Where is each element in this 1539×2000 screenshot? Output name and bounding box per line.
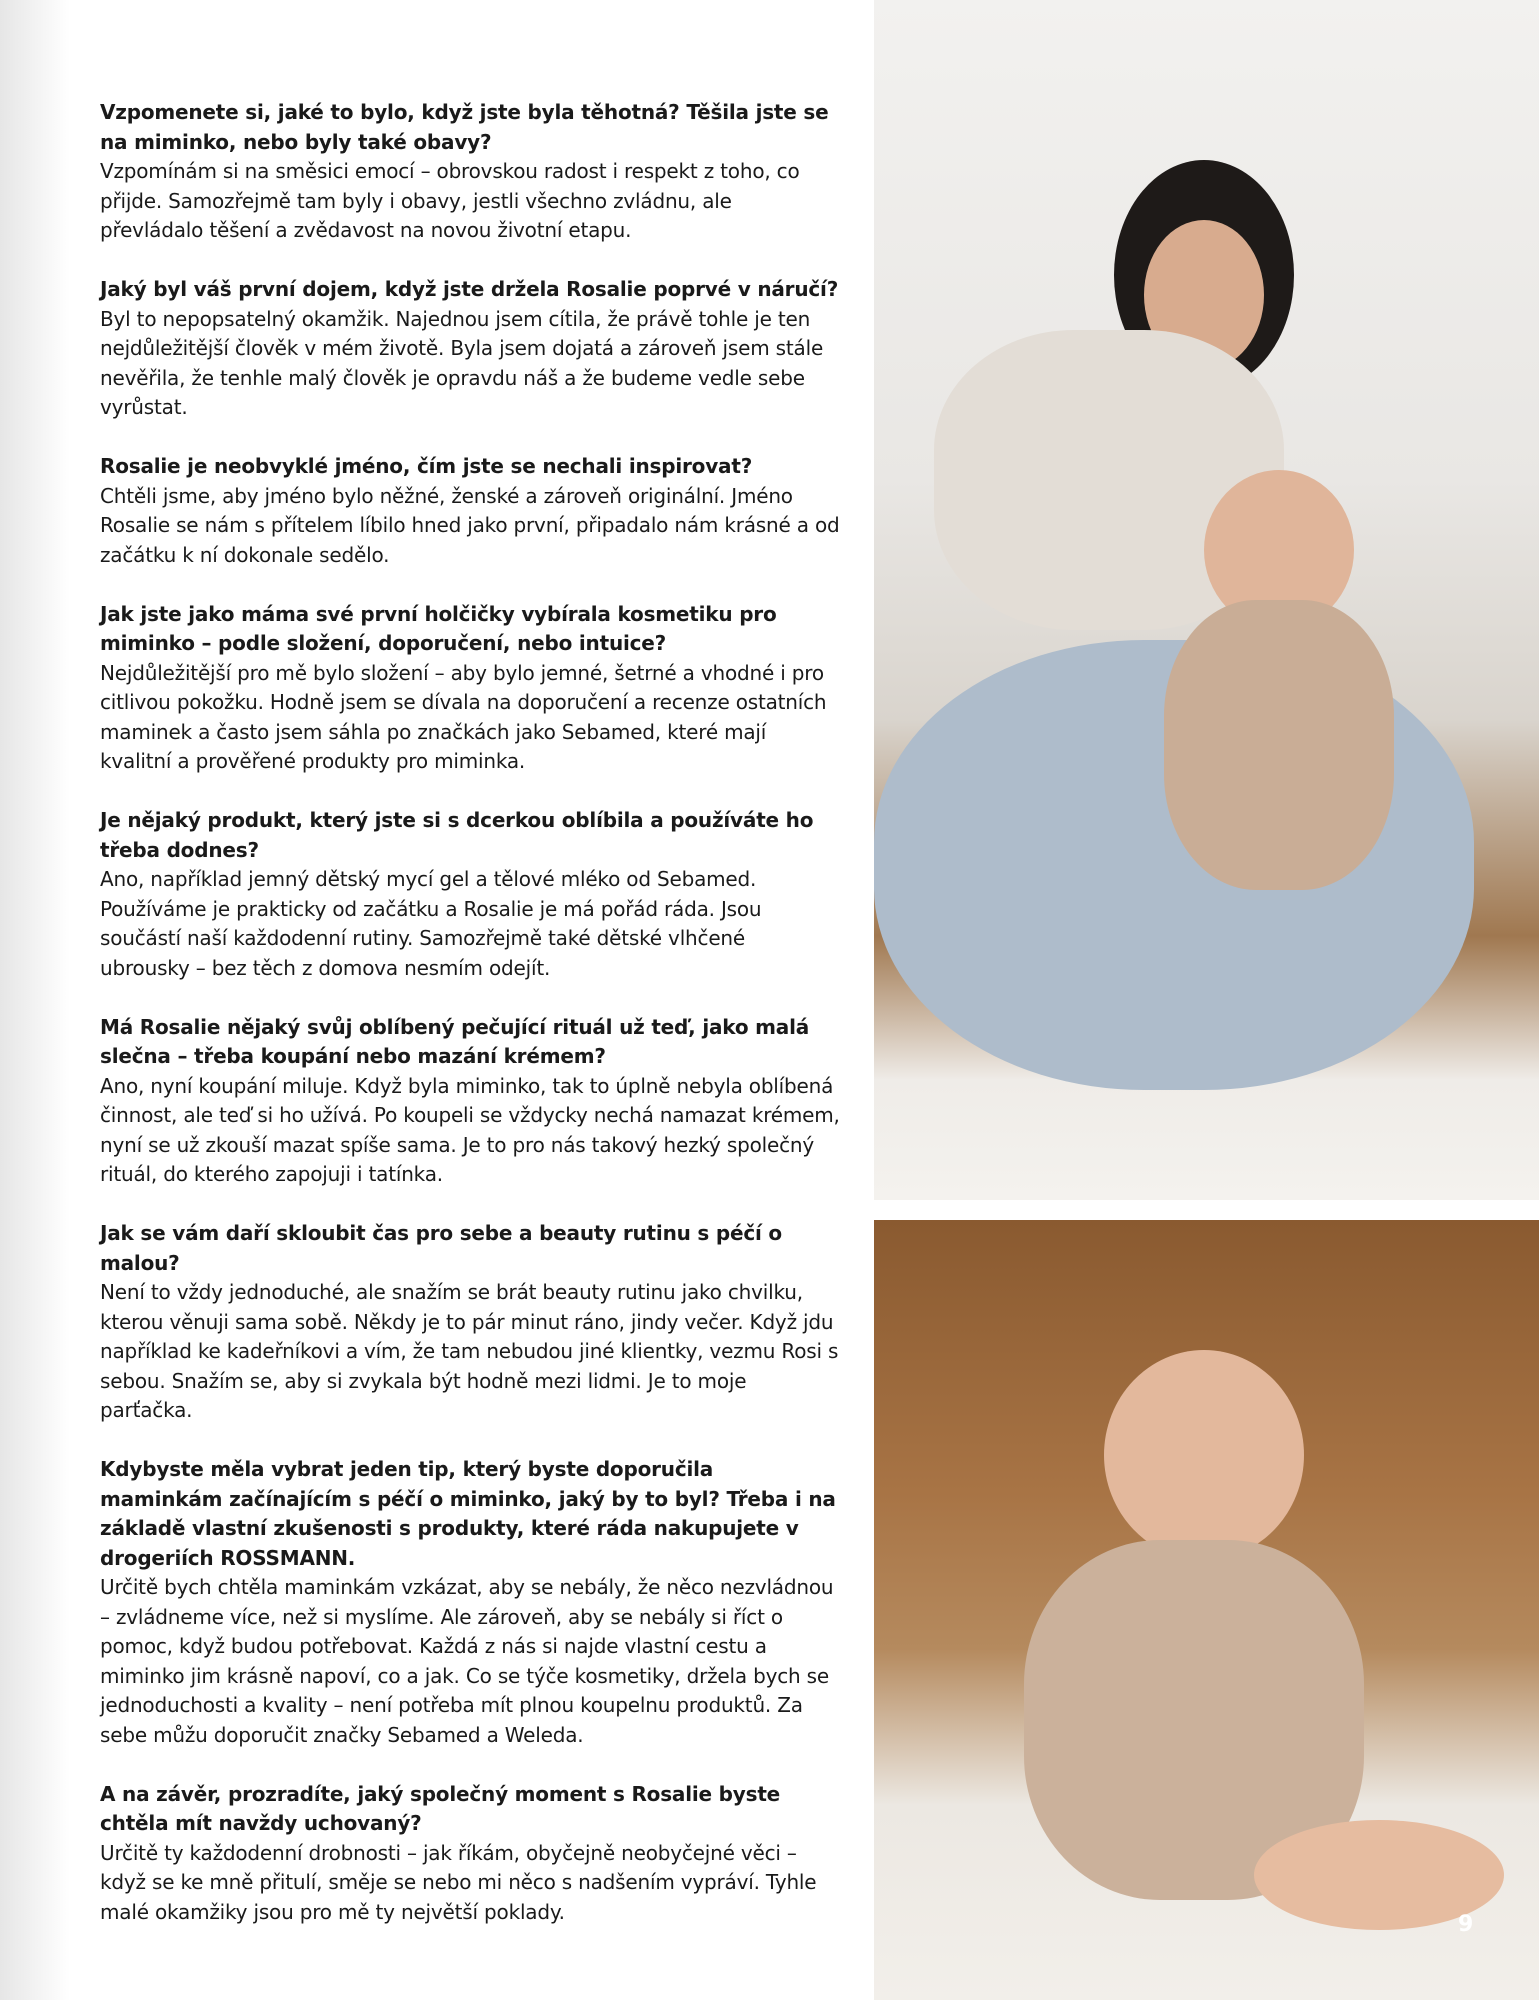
baby-body-shape xyxy=(1164,600,1394,890)
answer: Ano, nyní koupání miluje. Když byla miminko, tak to úplně nebyla oblíbená činnost, ale teď si ho užívá. Po koupeli se vždycky nechá namazat krémem, nyní se už zkouší mazat spíše sama. Je to pro nás takový hezký společný rituál, do kterého zapojuji i tatínka. xyxy=(100,1073,840,1186)
page-edge-shadow xyxy=(0,0,70,2000)
qa-block xyxy=(100,1780,840,1928)
answer: Vzpomínám si na směsici emocí – obrovskou radost i respekt z toho, co přijde. Samozřejmě tam byly i obavy, jestli všechno zvládnu, ale převládalo těšení a zvědavost na novou životní etapu. xyxy=(100,159,800,242)
qa-block xyxy=(100,1013,840,1190)
answer: Není to vždy jednoduché, ale snažím se brát beauty rutinu jako chvilku, kterou věnuji sama sobě. Někdy je to pár minut ráno, jindy večer. Když jdu například ke kadeřníkovi a vím, že tam nebudou jiné klientky, vezmu Rosi s sebou. Snažím se, aby si zvykala být hodně mezi lidmi. Je to moje parťačka. xyxy=(100,1280,839,1422)
qa-block xyxy=(100,1219,840,1426)
qa-block xyxy=(100,1455,840,1750)
question: A na závěr, prozradíte, jaký společný moment s Rosalie byste chtěla mít navždy uchovaný? xyxy=(100,1781,781,1835)
answer: Určitě ty každodenní drobnosti – jak říkám, obyčejně neobyčejné věci – když se ke mně přitulí, směje se nebo mi něco s nadšením vypráví. Tyhle malé okamžiky jsou pro mě ty největší poklady. xyxy=(100,1840,817,1924)
page-number: 9 xyxy=(1458,1912,1474,1937)
qa-block xyxy=(100,275,840,423)
question: Kdybyste měla vybrat jeden tip, který byste doporučila maminkám začínajícím s péčí o miminko, jaký by to byl? Třeba i na základě vlastní zkušenosti s produkty, které ráda nakupujete v drogeriích ROSSMANN. xyxy=(100,1457,836,1570)
qa-block xyxy=(100,452,840,570)
question: Má Rosalie nějaký svůj oblíbený pečující rituál už teď, jako malá slečna – třeba koupání nebo mazání krémem? xyxy=(100,1014,810,1068)
question: Vzpomenete si, jaké to bylo, když jste byla těhotná? Těšila jste se na miminko, nebo byly také obavy? xyxy=(100,100,829,154)
qa-block xyxy=(100,600,840,777)
baby-head-shape xyxy=(1104,1350,1304,1560)
answer: Určitě bych chtěla maminkám vzkázat, aby se nebály, že něco nezvládnou – zvládneme více, než si myslíme. Ale zároveň, aby se nebály si říct o pomoc, když budou potřebovat. Každá z nás si najde vlastní cestu a miminko jim krásně napoví, co a jak. Co se týče kosmetiky, držela bych se jednoduchosti a kvality – není potřeba mít plnou koupelnu produktů. Za sebe můžu doporučit značky Sebamed a Weleda. xyxy=(100,1575,834,1747)
answer: Byl to nepopsatelný okamžik. Najednou jsem cítila, že právě tohle je ten nejdůležitější člověk v mém životě. Byla jsem dojatá a zároveň jsem stále nevěřila, že tenhle malý člověk je opravdu náš a že budeme vedle sebe vyrůstat. xyxy=(100,306,824,419)
question: Jak se vám daří skloubit čas pro sebe a beauty rutinu s péčí o malou? xyxy=(100,1221,782,1275)
question: Rosalie je neobvyklé jméno, čím jste se nechali inspirovat? xyxy=(100,454,753,478)
answer: Chtěli jsme, aby jméno bylo něžné, ženské a zároveň originální. Jméno Rosalie se nám s přítelem líbilo hned jako první, připadalo nám krásné a od začátku k ní dokonale sedělo. xyxy=(100,483,840,567)
answer: Nejdůležitější pro mě bylo složení – aby bylo jemné, šetrné a vhodné i pro citlivou pokožku. Hodně jsem se dívala na doporučení a recenze ostatních maminek a často jsem sáhla po značkách jako Sebamed, které mají kvalitní a prověřené produkty pro miminka. xyxy=(100,660,827,773)
question: Jaký byl váš první dojem, když jste držela Rosalie poprvé v náručí? xyxy=(100,277,839,301)
question: Jak jste jako máma své první holčičky vybírala kosmetiku pro miminko – podle složení, doporučení, nebo intuice? xyxy=(100,601,777,655)
photo-mother-and-baby xyxy=(874,0,1539,1200)
interview-text xyxy=(100,98,840,1957)
photo-baby-smiling xyxy=(874,1220,1539,2000)
answer: Ano, například jemný dětský mycí gel a tělové mléko od Sebamed. Používáme je prakticky od začátku a Rosalie je má pořád ráda. Jsou součástí naší každodenní rutiny. Samozřejmě také dětské vlhčené ubrousky – bez těch z domova nesmím odejít. xyxy=(100,867,762,980)
qa-block xyxy=(100,806,840,983)
qa-block xyxy=(100,98,840,246)
question: Je nějaký produkt, který jste si s dcerkou oblíbila a používáte ho třeba dodnes? xyxy=(100,808,814,862)
